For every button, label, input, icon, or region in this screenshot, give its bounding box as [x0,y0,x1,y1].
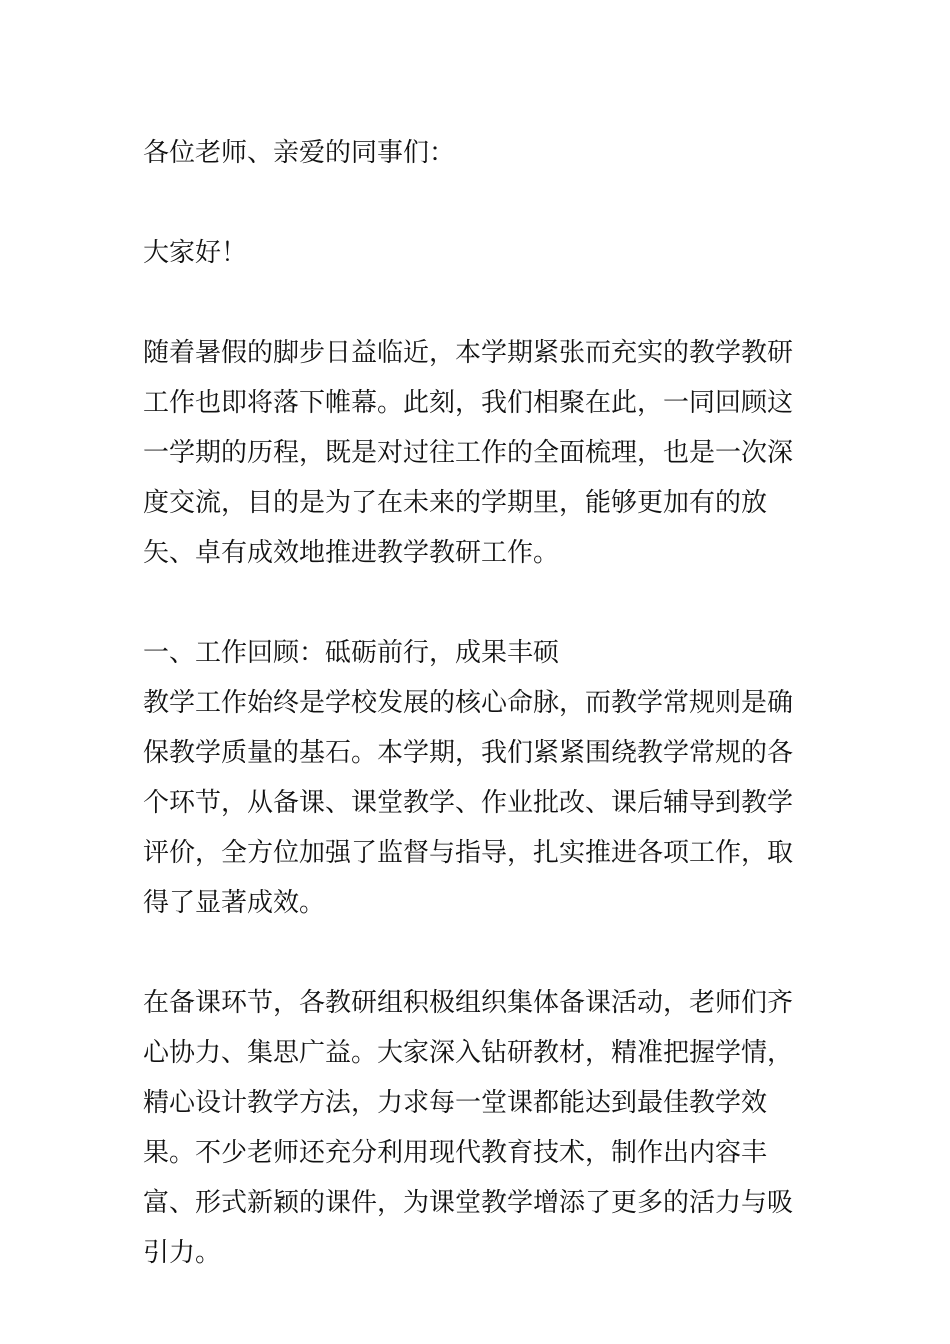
document-body [143,128,811,1278]
section-heading: 一、工作回顾：砥砺前行，成果丰硕 [143,638,560,668]
body-paragraph: 教学工作始终是学校发展的核心命脉，而教学常规则是确保教学质量的基石。本学期，我们紧紧围绕教学常规的各个环节，从备课、课堂教学、作业批改、课后辅导到教学评价，全方位加强了监督与指导，扎实推进各项工作，取得了显著成效。 [143,688,794,918]
paragraph-gap [143,278,811,328]
paragraph-gap [143,178,811,228]
salutation: 各位老师、亲爱的同事们： [143,138,456,168]
intro-paragraph: 随着暑假的脚步日益临近，本学期紧张而充实的教学教研工作也即将落下帷幕。此刻，我们相聚在此，一同回顾这一学期的历程，既是对过往工作的全面梳理，也是一次深度交流，目的是为了在未来的学期里，能够更加有的放矢、卓有成效地推进教学教研工作。 [143,338,794,568]
paragraph-gap [143,578,811,628]
greeting: 大家好！ [143,238,248,268]
paragraph-gap [143,928,811,978]
body-paragraph: 在备课环节，各教研组积极组织集体备课活动，老师们齐心协力、集思广益。大家深入钻研教材，精准把握学情，精心设计教学方法，力求每一堂课都能达到最佳教学效果。不少老师还充分利用现代教育技术，制作出内容丰富、形式新颖的课件，为课堂教学增添了更多的活力与吸引力。 [143,988,794,1268]
